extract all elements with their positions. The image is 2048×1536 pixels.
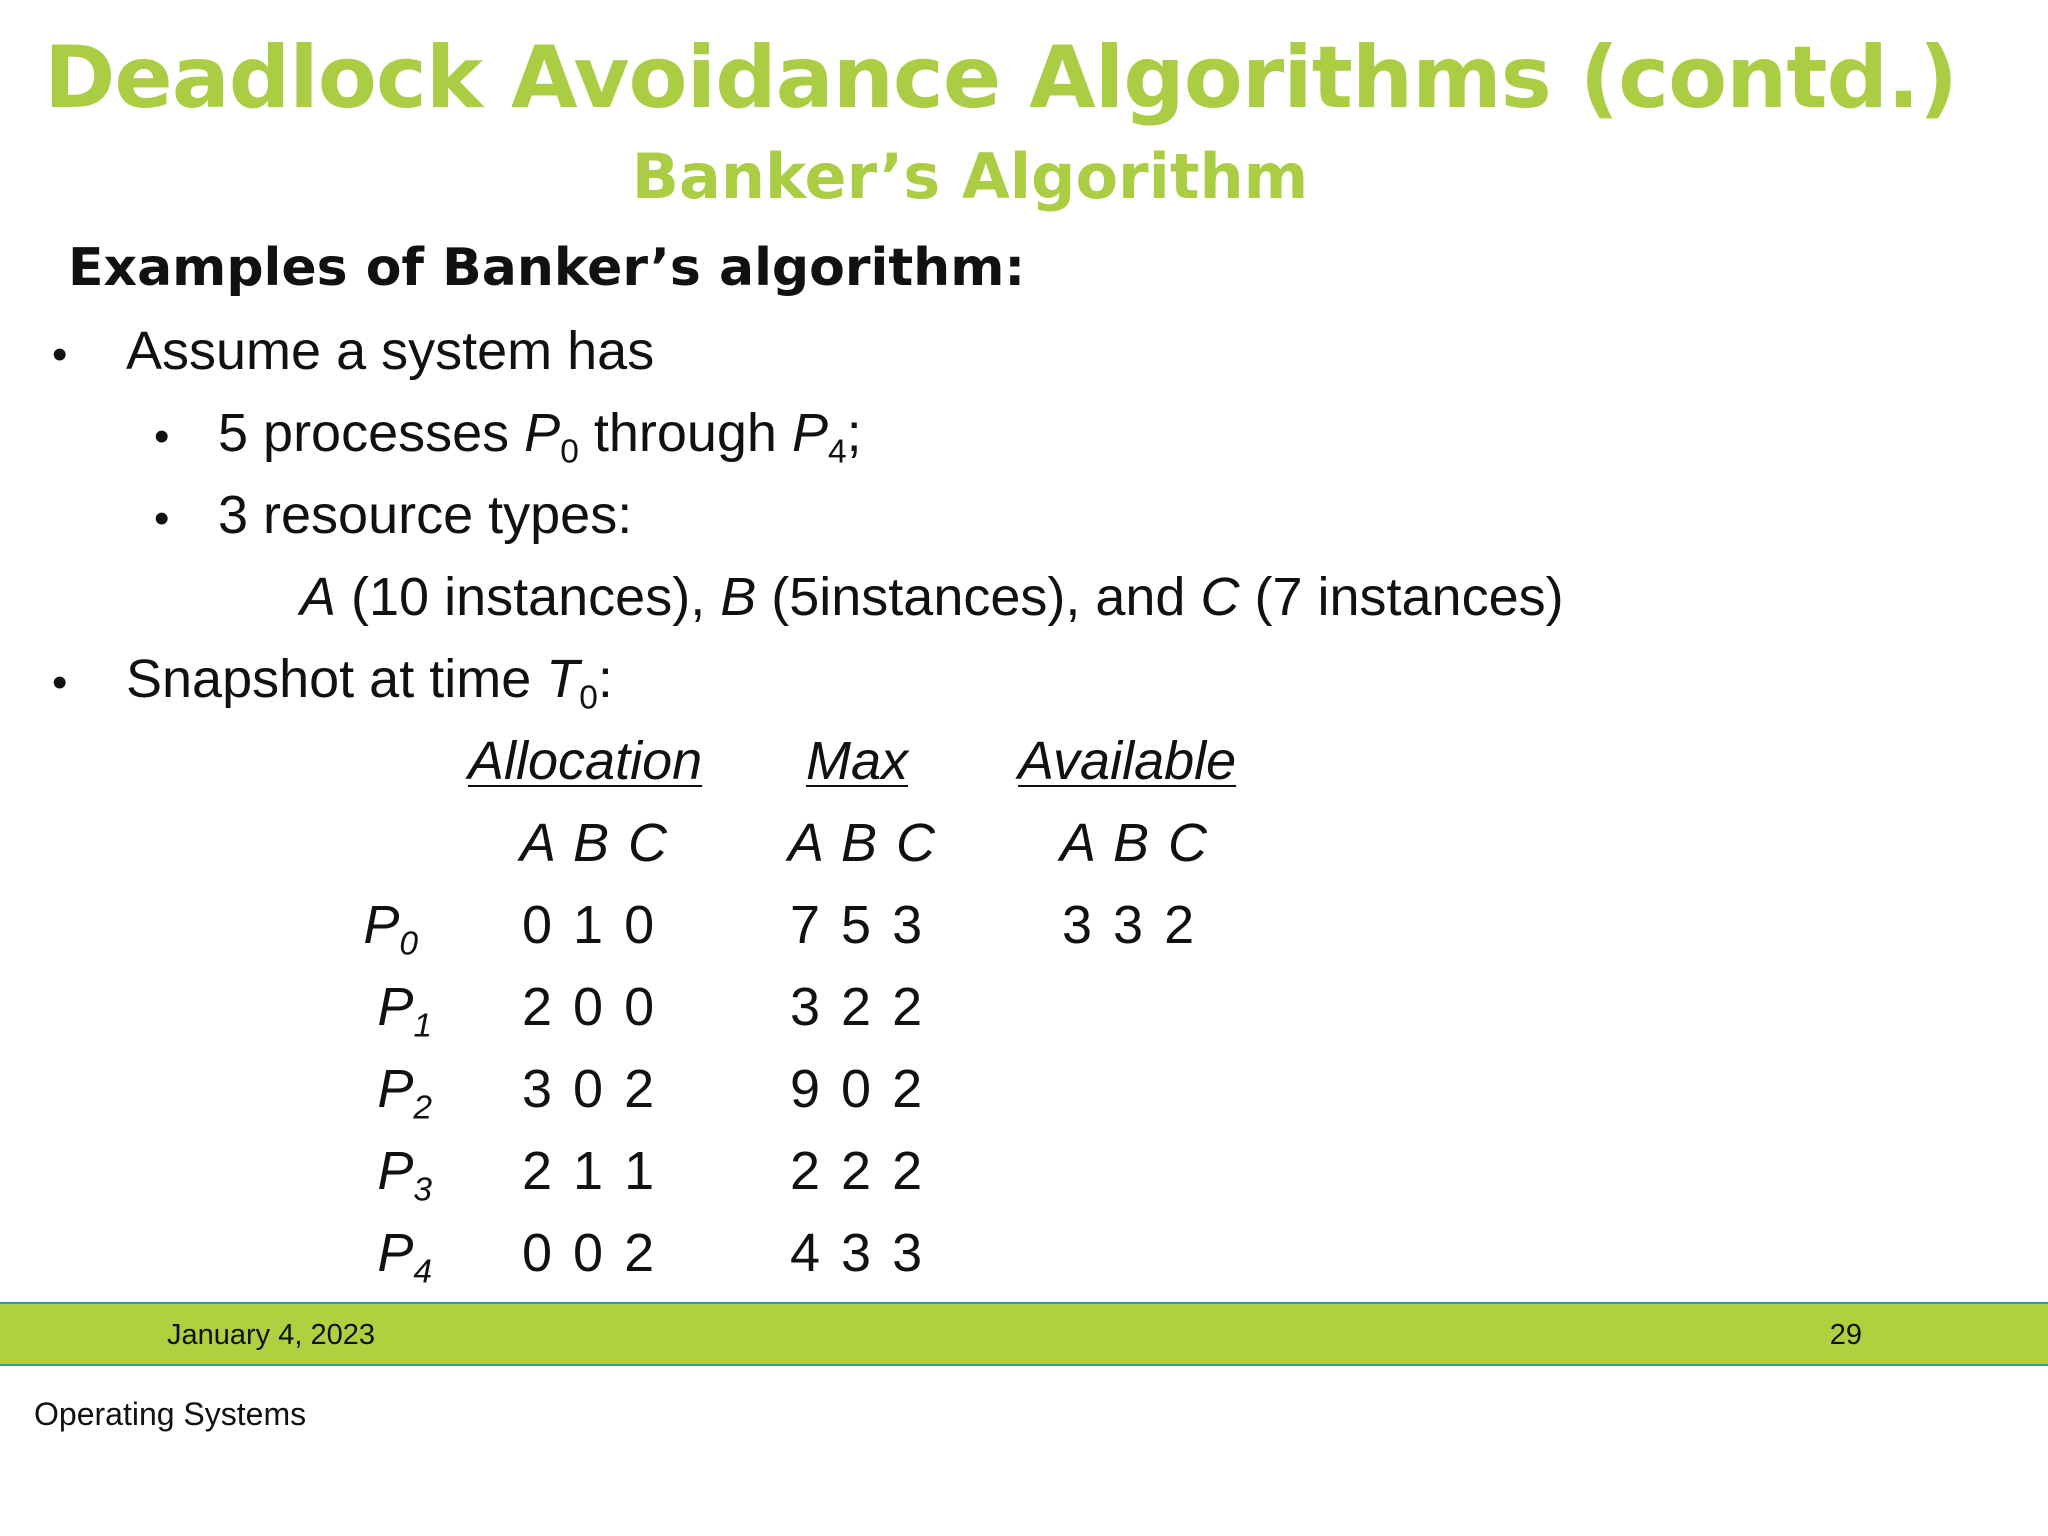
available-cell: 3 3 2	[1062, 895, 1195, 955]
slide-title: Deadlock Avoidance Algorithms (contd.)	[44, 28, 1958, 128]
process-last: P	[791, 403, 828, 463]
allocation-cell: 0 1 0	[522, 895, 655, 955]
footer-date: January 4, 2023	[167, 1319, 375, 1351]
resource-a-text: (10 instances),	[336, 567, 721, 627]
resource-c-text: (7 instances)	[1239, 567, 1564, 627]
bullet-resource-types: •	[154, 494, 170, 543]
allocation-cell: 0 0 2	[522, 1223, 655, 1283]
header-allocation: Allocation	[468, 731, 703, 791]
process-index: 1	[413, 1007, 432, 1045]
allocation-cell: 2 1 1	[522, 1141, 655, 1201]
process-label	[322, 1140, 432, 1209]
processes-line	[218, 402, 862, 471]
process-first-sub: 0	[560, 433, 579, 471]
bullet-processes: •	[154, 412, 170, 461]
header-available: Available	[1018, 731, 1237, 791]
snapshot-time: T	[546, 649, 580, 709]
process-index: 4	[413, 1253, 432, 1291]
process-label	[322, 1222, 432, 1291]
process-first: P	[524, 403, 561, 463]
process-letter: P	[363, 895, 400, 955]
header-max: Max	[806, 731, 909, 791]
course-name: Operating Systems	[34, 1396, 307, 1432]
processes-middle: through	[578, 403, 792, 463]
resource-b-text: (5instances), and	[756, 567, 1201, 627]
resource-b: B	[720, 567, 757, 627]
process-index: 3	[413, 1171, 432, 1209]
snapshot-prefix: Snapshot at time	[126, 649, 547, 709]
instances-line	[300, 566, 1564, 628]
processes-prefix: 5 processes	[218, 403, 525, 463]
process-letter: P	[377, 977, 414, 1037]
footer-bar	[0, 1302, 2048, 1366]
resource-c: C	[1200, 567, 1240, 627]
process-label	[322, 976, 432, 1045]
resource-a: A	[300, 567, 337, 627]
snapshot-suffix: :	[597, 649, 613, 709]
allocation-cell: 3 0 2	[522, 1059, 655, 1119]
bullet-assume: •	[52, 330, 68, 379]
process-label	[322, 1058, 432, 1127]
page-number: 29	[1829, 1319, 1862, 1351]
max-cell: 4 3 3	[790, 1223, 923, 1283]
slide-subtitle: Banker’s Algorithm	[631, 140, 1309, 213]
bullet-snapshot: •	[52, 658, 68, 707]
process-letter: P	[377, 1059, 414, 1119]
process-letter: P	[377, 1141, 414, 1201]
max-cell: 9 0 2	[790, 1059, 923, 1119]
processes-suffix: ;	[846, 403, 862, 463]
examples-heading: Examples of Banker’s algorithm:	[68, 238, 1026, 298]
process-index: 0	[399, 925, 418, 963]
process-label	[308, 894, 418, 963]
subheader-available: A B C	[1060, 813, 1208, 873]
max-cell: 2 2 2	[790, 1141, 923, 1201]
subheader-max: A B C	[788, 813, 936, 873]
max-cell: 3 2 2	[790, 977, 923, 1037]
process-last-sub: 4	[828, 433, 847, 471]
resource-types-text: 3 resource types:	[218, 485, 633, 545]
max-cell: 7 5 3	[790, 895, 923, 955]
assume-text: Assume a system has	[126, 321, 655, 381]
snapshot-time-sub: 0	[579, 679, 598, 717]
snapshot-line	[126, 648, 613, 717]
process-letter: P	[377, 1223, 414, 1283]
allocation-cell: 2 0 0	[522, 977, 655, 1037]
subheader-allocation: A B C	[520, 813, 668, 873]
process-index: 2	[413, 1089, 432, 1127]
